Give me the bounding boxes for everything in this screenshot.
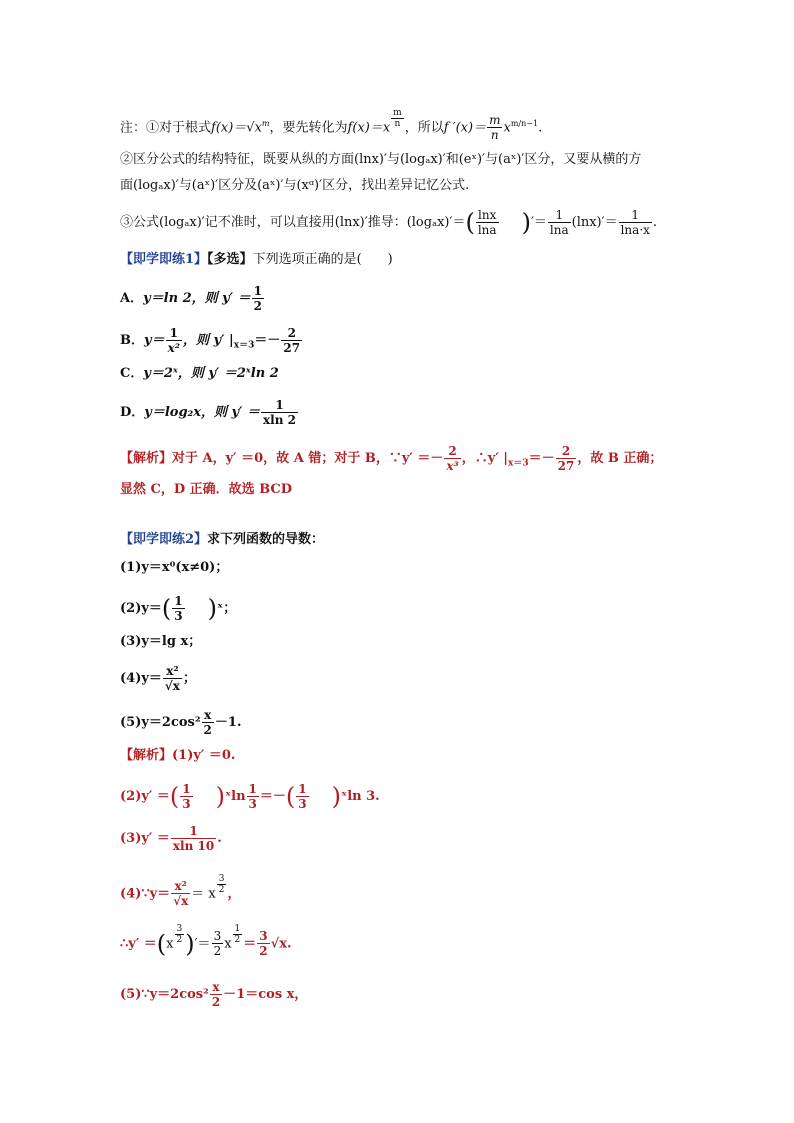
option-d-text: y＝log₂x，则 y′ ＝: [144, 405, 261, 420]
q2-prefix: (2)y＝: [120, 601, 162, 616]
practice1-solution-tag: 【解析】: [120, 451, 173, 466]
s4-exp: $\frac{3}{2}$: [218, 874, 225, 895]
practice1-multi: 【多选】: [207, 252, 253, 267]
s4-frac: $\frac{\text{x²}}{√x}$: [173, 879, 189, 909]
paren-right: ): [215, 782, 225, 811]
option-b: [120, 326, 303, 356]
option-c: [120, 364, 279, 384]
sol-text4: ，故 B 正确；: [577, 451, 663, 466]
option-b-frac1: $\frac{1}{\text{x²}}$: [167, 326, 180, 355]
s2-frac3: $\frac{1}{3}$: [298, 782, 307, 811]
q5: [120, 708, 241, 737]
note-line-4-end: .: [652, 215, 658, 230]
s5-prefix: ∴y′ ＝: [120, 936, 157, 952]
paren-left: (: [465, 208, 475, 237]
paren-left: (: [169, 782, 180, 811]
sol-text2: ，∴y′ |: [461, 451, 509, 466]
note-text-2: ，所以: [404, 120, 444, 136]
note-line-4-text: ③公式(logₐx)′记不准时，可以直接用(lnx)′推导：(logₐx)′＝: [120, 215, 466, 230]
paren-right: ): [185, 929, 195, 958]
paren-left: (: [161, 594, 172, 623]
note-exp-frac: $\frac{m}{n}$: [393, 108, 402, 129]
s2-frac1: $\frac{1}{3}$: [182, 782, 191, 811]
practice1-solution: [120, 444, 662, 474]
option-d-frac: $\frac{1}{xln 2}$: [263, 398, 296, 427]
s5-end: √x.: [270, 936, 292, 952]
practice1-header: [120, 250, 393, 270]
s6-prefix: (5)∵y＝2cos²: [120, 987, 209, 1002]
note-frac-mn: $\frac{m}{n}$: [489, 113, 501, 143]
practice1-question: 下列选项正确的是( ): [252, 252, 393, 267]
option-b-prefix: B．: [120, 333, 144, 348]
practice1-tag: 【即学即练1】: [120, 252, 208, 267]
practice2-solution-4: [120, 874, 240, 908]
s5-eq: ＝: [243, 936, 257, 952]
q3: (3)y＝lg x；: [120, 634, 202, 649]
practice2-question: 求下列函数的导数：: [207, 532, 325, 547]
s6-end: －1＝cos x，: [223, 987, 308, 1002]
note-fx: f(x)＝√x: [211, 120, 262, 136]
practice2-tag: 【即学即练2】: [120, 532, 208, 547]
note-line-2: ②区分公式的结构特征，既要从纵的方面(lnx)′与(logₐx)′和(eˣ)′与(aˣ)′区分，又要从横的方: [120, 152, 642, 167]
paren-right: ): [521, 208, 531, 237]
option-a-prefix: A．: [120, 291, 144, 306]
s5-x2: x: [224, 936, 232, 952]
sol-frac2: $\frac{2}{27}$: [557, 444, 575, 473]
practice2-solution-3: [120, 824, 222, 853]
note-line-1: [120, 108, 542, 142]
q2-suffix: ˣ；: [217, 601, 237, 616]
practice2-header: [120, 530, 324, 550]
q2-frac: $\frac{1}{3}$: [174, 594, 183, 623]
paren-right: ): [331, 782, 342, 811]
s5-prime: ′＝: [194, 936, 211, 952]
practice1-solution-line2: 显然 C，D 正确．故选 BCD: [120, 482, 293, 497]
q4-prefix: (4)y＝: [120, 671, 162, 686]
note-line-4-mid: ′＝: [530, 215, 547, 230]
q5-suffix: －1.: [214, 715, 242, 730]
q5-prefix: (5)y＝2cos²: [120, 715, 201, 730]
s2-mid: ˣln: [224, 789, 246, 804]
s3-prefix: (3)y′ ＝: [120, 831, 170, 846]
q2: [120, 594, 236, 623]
practice2-solution-5: [120, 924, 291, 958]
note-fprime: f ′(x)＝: [443, 120, 487, 136]
paren-left: (: [156, 929, 167, 958]
paren-right: ): [207, 594, 218, 623]
note-frac-lnx: $\frac{\ln x}{\ln a}$: [477, 208, 497, 237]
note-exp-m-1: m/n−1: [510, 119, 539, 128]
option-b-text3: ＝－: [254, 333, 281, 348]
note-line-4: [120, 208, 657, 237]
q1: (1)y＝x⁰(x≠0)；: [120, 560, 229, 575]
note-fx2: f(x)＝x: [347, 120, 391, 136]
s5-frac2: $\frac{3}{2}$: [259, 929, 268, 959]
sol-frac1: $\frac{2}{\text{x³}}$: [446, 444, 459, 473]
option-c-text: y＝2ˣ，则 y′ ＝2ˣln 2: [143, 366, 279, 381]
s2-eq: ＝－: [259, 789, 286, 804]
note-line-4-mid2: (lnx)′＝: [571, 215, 618, 230]
option-d: [120, 398, 299, 427]
note-label: 注：①对于根式: [120, 120, 212, 136]
sol-text3: ＝－: [528, 451, 555, 466]
note-line-3: 面(logₐx)′与(aˣ)′区分及(aˣ)′与(xᵅ)′区分，找出差异记忆公式.: [120, 178, 470, 193]
s6-frac: $\frac{x}{2}$: [211, 980, 221, 1009]
s3-frac: $\frac{1}{xln 10}$: [172, 824, 215, 853]
option-d-prefix: D．: [120, 405, 145, 420]
s2-frac2: $\frac{1}{3}$: [248, 782, 257, 811]
option-a-text: y＝ln 2，则 y′ ＝: [143, 291, 251, 306]
s3-end: .: [217, 831, 222, 846]
s1: (1)y′ ＝0.: [172, 748, 236, 763]
q4: [120, 664, 196, 693]
sol-text1: 对于 A，y′ ＝0，故 A 错；对于 B，∵y′ ＝－: [172, 451, 444, 466]
practice2-solution-1: [120, 746, 235, 766]
sol-sub: x＝3: [508, 458, 529, 469]
option-a: [120, 284, 265, 313]
s4-prefix: (4)∵y＝: [120, 886, 171, 902]
s5-x: x: [166, 936, 174, 952]
q5-frac: $\frac{x}{2}$: [203, 708, 212, 737]
note-period: .: [538, 120, 543, 136]
option-c-prefix: C．: [120, 366, 144, 381]
option-a-frac: $\frac{1}{2}$: [253, 284, 263, 313]
practice2-solution-6: [120, 980, 307, 1009]
q4-suffix: ；: [182, 671, 196, 686]
option-b-frac2: $\frac{2}{27}$: [283, 326, 301, 355]
note-frac-1-lna: $\frac{1}{\ln a}$: [549, 208, 569, 237]
practice2-solution-tag: 【解析】: [120, 748, 173, 763]
q4-frac: $\frac{\text{x²}}{√x}$: [164, 664, 180, 693]
practice2-solution-2: [120, 782, 380, 811]
option-b-text2: ，则 y′ |: [182, 333, 234, 348]
option-b-text1: y＝: [144, 333, 165, 348]
s5-frac1: $\frac{3}{2}$: [213, 929, 222, 959]
s5-exp: $\frac{3}{2}$: [176, 924, 183, 945]
s2-end: ˣln 3.: [341, 789, 380, 804]
note-x: x: [503, 120, 511, 136]
note-exp-m: m: [261, 119, 270, 128]
s2-prefix: (2)y′ ＝: [120, 789, 170, 804]
s5-exp2: $\frac{1}{2}$: [234, 924, 241, 945]
note-text: ，要先转化为: [269, 120, 348, 136]
s4-end: ，: [227, 886, 241, 902]
option-b-sub: x＝3: [233, 340, 255, 351]
s4-x: ＝ x: [191, 886, 216, 902]
note-frac-1-lnax: $\frac{1}{\ln a\cdot x}$: [620, 208, 650, 237]
paren-left: (: [285, 782, 296, 811]
